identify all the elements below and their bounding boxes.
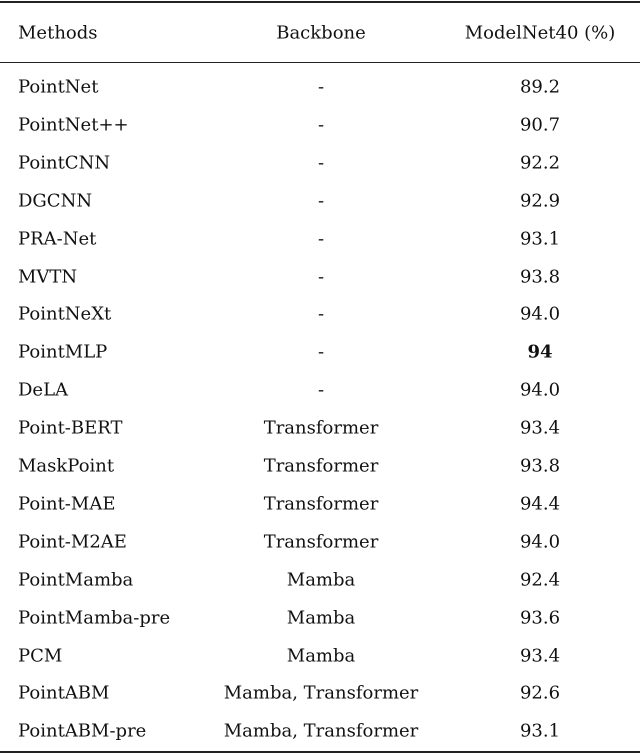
method-cell: PointMamba-pre xyxy=(18,607,171,629)
table-row xyxy=(0,637,640,675)
bottom-rule xyxy=(0,751,640,753)
method-cell: MaskPoint xyxy=(18,455,115,477)
method-cell: Point-BERT xyxy=(18,417,123,439)
method-cell: PCM xyxy=(18,645,63,666)
method-cell: MVTN xyxy=(18,266,78,287)
score-cell: 93.1 xyxy=(519,228,561,250)
table-row xyxy=(0,106,640,144)
table-row xyxy=(0,258,640,296)
method-cell: PointMamba xyxy=(18,569,134,591)
method-cell: PointNet++ xyxy=(18,114,129,136)
backbone-cell: Transformer xyxy=(263,455,379,477)
score-cell: 92.9 xyxy=(519,190,561,212)
header-rule xyxy=(0,62,640,63)
score-cell: 92.2 xyxy=(519,152,561,174)
table-row xyxy=(0,561,640,599)
method-cell: DeLA xyxy=(18,379,69,401)
table-row xyxy=(0,295,640,333)
method-cell: PointCNN xyxy=(18,152,111,174)
table-row xyxy=(0,712,640,750)
table-row xyxy=(0,144,640,182)
table-row xyxy=(0,599,640,637)
score-cell: 92.6 xyxy=(519,682,561,704)
backbone-cell: Transformer xyxy=(263,531,379,553)
backbone-cell: Mamba xyxy=(286,645,356,666)
score-cell: 94.0 xyxy=(519,379,561,401)
header-backbone: Backbone xyxy=(276,22,366,44)
backbone-cell: Mamba xyxy=(286,607,356,629)
table-row xyxy=(0,485,640,523)
table-row xyxy=(0,68,640,106)
score-cell: 93.4 xyxy=(519,645,561,666)
score-cell: 90.7 xyxy=(519,114,561,136)
backbone-cell: - xyxy=(317,76,325,98)
method-cell: DGCNN xyxy=(18,190,93,212)
score-cell: 93.8 xyxy=(519,455,561,477)
table-row xyxy=(0,371,640,409)
method-cell: Point-MAE xyxy=(18,493,116,515)
backbone-cell: - xyxy=(317,152,325,174)
backbone-cell: Transformer xyxy=(263,417,379,439)
table-row xyxy=(0,182,640,220)
backbone-cell: Mamba, Transformer xyxy=(223,682,419,704)
table-row xyxy=(0,523,640,561)
method-cell: PRA-Net xyxy=(18,228,97,250)
table-row xyxy=(0,409,640,447)
backbone-cell: Mamba xyxy=(286,569,356,591)
backbone-cell: - xyxy=(317,341,325,363)
score-cell: 89.2 xyxy=(519,76,561,98)
score-cell: 93.6 xyxy=(519,607,561,629)
method-cell: PointNet xyxy=(18,76,99,98)
header-modelnet40: ModelNet40 (%) xyxy=(464,22,616,44)
backbone-cell: - xyxy=(317,190,325,212)
backbone-cell: - xyxy=(317,228,325,250)
score-cell: 94.0 xyxy=(519,531,561,553)
backbone-cell: Mamba, Transformer xyxy=(223,720,419,742)
backbone-cell: - xyxy=(317,114,325,136)
method-cell: Point-M2AE xyxy=(18,531,127,553)
score-cell: 94.0 xyxy=(519,303,561,325)
table-row xyxy=(0,220,640,258)
header-row xyxy=(0,14,640,52)
backbone-cell: Transformer xyxy=(263,493,379,515)
table-row xyxy=(0,447,640,485)
backbone-cell: - xyxy=(317,303,325,325)
method-cell: PointNeXt xyxy=(18,303,112,325)
method-cell: PointMLP xyxy=(18,341,108,363)
method-cell: PointABM xyxy=(18,682,110,704)
method-cell: PointABM-pre xyxy=(18,720,147,742)
top-rule xyxy=(0,1,640,3)
score-cell: 93.8 xyxy=(519,266,561,287)
score-cell: 94 xyxy=(527,341,553,363)
table-row xyxy=(0,333,640,371)
score-cell: 93.1 xyxy=(519,720,561,742)
score-cell: 92.4 xyxy=(519,569,561,591)
score-cell: 93.4 xyxy=(519,417,561,439)
table-row xyxy=(0,674,640,712)
backbone-cell: - xyxy=(317,379,325,401)
header-methods: Methods xyxy=(18,22,98,44)
score-cell: 94.4 xyxy=(519,493,561,515)
backbone-cell: - xyxy=(317,266,325,287)
